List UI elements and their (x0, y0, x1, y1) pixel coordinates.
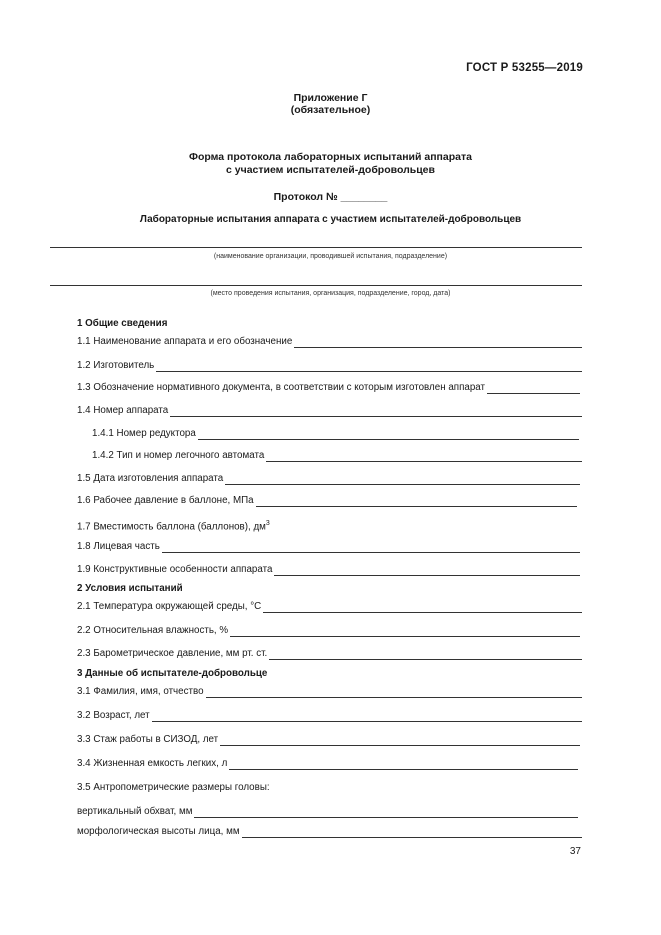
fill-line[interactable] (229, 760, 578, 770)
fill-line[interactable] (263, 603, 582, 613)
fill-line[interactable] (294, 338, 582, 348)
fill-line[interactable] (256, 497, 577, 507)
field-label: 1.2 Изготовитель (77, 360, 155, 371)
field-label: 1.7 Вместимость баллона (баллонов), $дм^3$ (77, 520, 270, 533)
section-test-conditions: 2 Условия испытаний (77, 583, 183, 594)
field-label: 1.5 Дата изготовления аппарата (77, 473, 224, 484)
field-label: 1.9 Конструктивные особенности аппарата (77, 564, 273, 575)
unit-superscript: 3 (265, 520, 270, 527)
fill-line[interactable] (225, 475, 580, 485)
field-apparatus-name[interactable] (77, 336, 582, 348)
form-title-line2: с участием испытателей-добровольцев (226, 164, 435, 176)
fill-line[interactable] (220, 736, 580, 746)
fill-line[interactable] (487, 384, 580, 394)
fill-line[interactable] (162, 543, 580, 553)
field-label: 1.4.2 Тип и номер легочного автомата (92, 450, 265, 461)
field-barometric-pressure[interactable] (77, 648, 582, 660)
page-number: 37 (569, 846, 581, 857)
field-label: 3.5 Антропометрические размеры головы: (77, 782, 270, 793)
field-label: 1.1 Наименование аппарата и его обозначение (77, 336, 293, 347)
field-reducer-number[interactable] (92, 428, 579, 440)
field-label: 3.4 Жизненная емкость легких, л (77, 758, 228, 769)
field-label: 3.3 Стаж работы в СИЗОД, лет (77, 734, 219, 745)
organization-caption: (наименование организации, проводившей испытания, подразделение) (213, 253, 448, 260)
field-full-name[interactable] (77, 686, 582, 698)
field-normative-document[interactable] (77, 382, 580, 394)
field-label: 1.6 Рабочее давление в баллоне, МПа (77, 495, 254, 506)
standard-number: ГОСТ Р 53255—2019 (466, 62, 583, 74)
fill-line[interactable] (274, 566, 580, 576)
field-label: 1.4.1 Номер редуктора (92, 428, 196, 439)
field-label: 2.3 Барометрическое давление, мм рт. ст. (77, 648, 268, 659)
field-facepiece[interactable] (77, 541, 580, 553)
field-design-features[interactable] (77, 564, 580, 576)
fill-line[interactable] (266, 452, 582, 462)
field-label: вертикальный обхват, мм (77, 806, 193, 817)
place-line[interactable] (50, 285, 582, 286)
field-label: 1.3 Обозначение нормативного документа, в соответствии с которым изготовлен аппарат (77, 382, 486, 393)
field-label: 3.1 Фамилия, имя, отчество (77, 686, 204, 697)
appendix-title: Приложение Г (293, 92, 368, 104)
section-general: 1 Общие сведения (77, 318, 168, 329)
form-subtitle: Лабораторные испытания аппарата с участием испытателей-добровольцев (139, 214, 522, 225)
field-vital-capacity[interactable] (77, 758, 578, 770)
field-label: 1.4 Номер аппарата (77, 405, 169, 416)
fill-line[interactable] (230, 627, 580, 637)
field-relative-humidity[interactable] (77, 625, 580, 637)
field-lung-demand-valve[interactable] (92, 450, 582, 462)
fill-line[interactable] (152, 712, 582, 722)
fill-line[interactable] (194, 808, 578, 818)
field-manufacturer[interactable] (77, 360, 582, 372)
field-manufacture-date[interactable] (77, 473, 580, 485)
fill-line[interactable] (206, 688, 582, 698)
field-apparatus-number[interactable] (77, 405, 582, 417)
field-head-dimensions (77, 782, 582, 794)
field-cylinder-capacity[interactable] (77, 518, 582, 533)
field-age[interactable] (77, 710, 582, 722)
field-label: 2.2 Относительная влажность, % (77, 625, 229, 636)
appendix-note: (обязательное) (290, 104, 371, 116)
field-face-height[interactable] (77, 826, 582, 838)
field-vertical-girth[interactable] (77, 806, 578, 818)
field-label: 1.8 Лицевая часть (77, 541, 160, 552)
organization-line[interactable] (50, 247, 582, 248)
field-label: 3.2 Возраст, лет (77, 710, 150, 721)
fill-line[interactable] (269, 650, 582, 660)
field-label: морфологическая высоты лица, мм (77, 826, 240, 837)
fill-line[interactable] (198, 430, 579, 440)
field-ambient-temperature[interactable] (77, 601, 582, 613)
fill-line[interactable] (156, 362, 582, 372)
field-label: 2.1 Температура окружающей среды, °С (77, 601, 262, 612)
form-title-line1: Форма протокола лабораторных испытаний аппарата (189, 151, 472, 163)
field-experience[interactable] (77, 734, 580, 746)
fill-line[interactable] (242, 828, 582, 838)
field-working-pressure[interactable] (77, 495, 577, 507)
place-caption: (место проведения испытания, организация, подразделение, город, дата) (210, 290, 451, 297)
fill-line[interactable] (170, 407, 582, 417)
section-volunteer-data: 3 Данные об испытателе-добровольце (77, 668, 268, 679)
protocol-label: Протокол № ________ (273, 191, 388, 203)
